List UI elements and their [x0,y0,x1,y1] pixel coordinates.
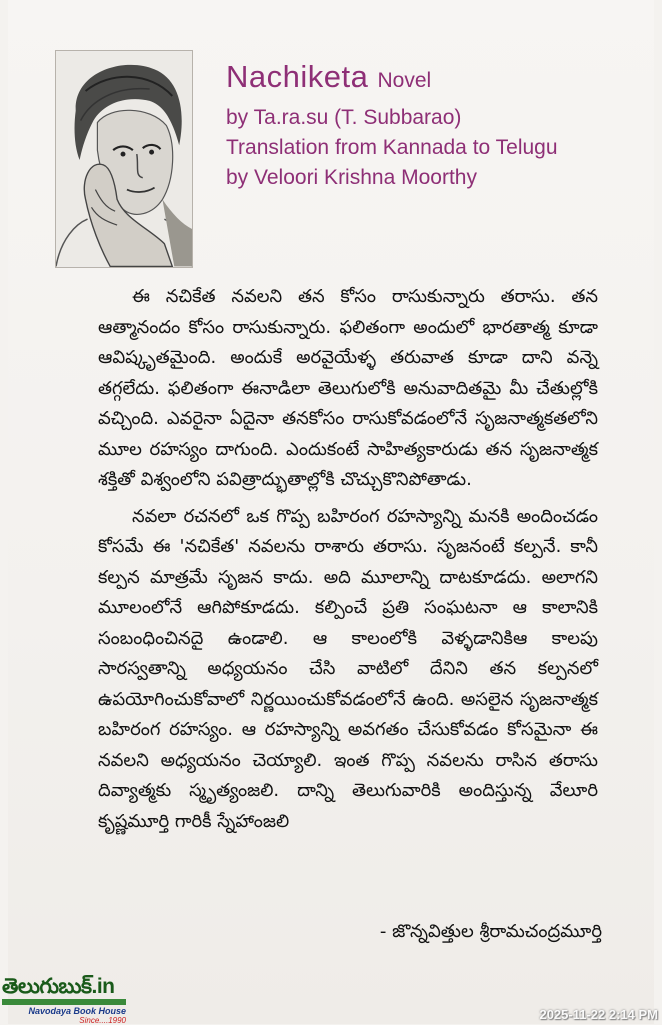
logo-tagline: Navodaya Book House [28,1006,126,1016]
author-portrait [55,50,193,268]
blurb-text [98,282,598,837]
logo-since: Since....1990 [79,1016,126,1025]
logo-bar [2,999,126,1005]
author-line: by Ta.ra.su (T. Subbarao) [226,106,462,129]
publisher-logo [2,976,130,1025]
translator-line: by Veloori Krishna Moorthy [226,166,477,189]
blurb-paragraph: ఈ నచికేత నవలని తన కోసం రాసుకున్నారు తరాసు. తన ఆత్మానందం కోసం రాసుకున్నారు. ఫలితంగా అందులో భారతాత్మ కూడా ఆవిష్కృతమైంది. అందుకే అరవైయేళ్ళ తరువాత కూడా దాని వన్నె తగ్గలేదు. ఫలితంగా ఈనాడిలా తెలుగులోకి అనువాదితమై మీ చేతుల్లోకి వచ్చింది. ఎవరైనా ఏదైనా తనకోసం రాసుకోవడంలోనే సృజనాత్మకతలోని మూల రహస్యం దాగుంది. ఎందుకంటే సాహిత్యకారుడు తన సృజనాత్మక శక్తితో విశ్వంలోని పవిత్రాద్భుతాల్లోకి చొచ్చుకొనిపోతాడు. [98,286,598,490]
book-title-subtitle: Novel [377,69,432,92]
book-title [226,55,646,103]
author-portrait-sketch-icon [56,51,192,267]
book-back-cover [8,0,654,1024]
signature: - జొన్నవిత్తుల శ్రీరామచంద్రమూర్తి [379,921,602,942]
logo-name: తెలుగుబుక్.in [2,975,115,998]
blurb-paragraph: నవలా రచనలో ఒక గొప్ప బహిరంగ రహస్యాన్ని మనకి అందించడం కోసమే ఈ 'నచికేత' నవలను రాశారు తరాసు. సృజనంటే కల్పనే. కానీ కల్పన మాత్రమే సృజన కాదు. అది మూలాన్ని దాటకూడదు. అలాగని మూలంలోనే ఆగిపోకూడదు. కల్పించే ప్రతి సంఘటనా ఆ కాలానికి సంబంధించినదై ఉండాలి. ఆ కాలంలోకి వెళ్ళడానికిఆ కాలపు సారస్వతాన్ని అధ్యయనం చేసి వాటిలో దేనిని తన కల్పనలో ఉపయోగించుకోవాలో నిర్ణయించుకోవడంలోనే ఉంది. అసలైన సృజనాత్మక బహిరంగ రహస్యం. ఆ రహస్యాన్ని అవగతం చేసుకోవడం కోసమైనా ఈ నవలని అధ్యయనం చెయ్యాలి. ఇంత గొప్ప నవలను రాసిన తరాసు దివ్యాత్మకు స్మృత్యంజలి. దాన్ని తెలుగువారికి అందిస్తున్న వేలూరి కృష్ణమూర్తి గారికీ స్నేహాంజలి [98,505,598,832]
book-title-main: Nachiketa [226,59,369,94]
translation-line: Translation from Kannada to Telugu [226,136,558,159]
photo-timestamp: 2025-11-22 2:14 PM [539,1007,658,1022]
title-block [226,55,646,193]
